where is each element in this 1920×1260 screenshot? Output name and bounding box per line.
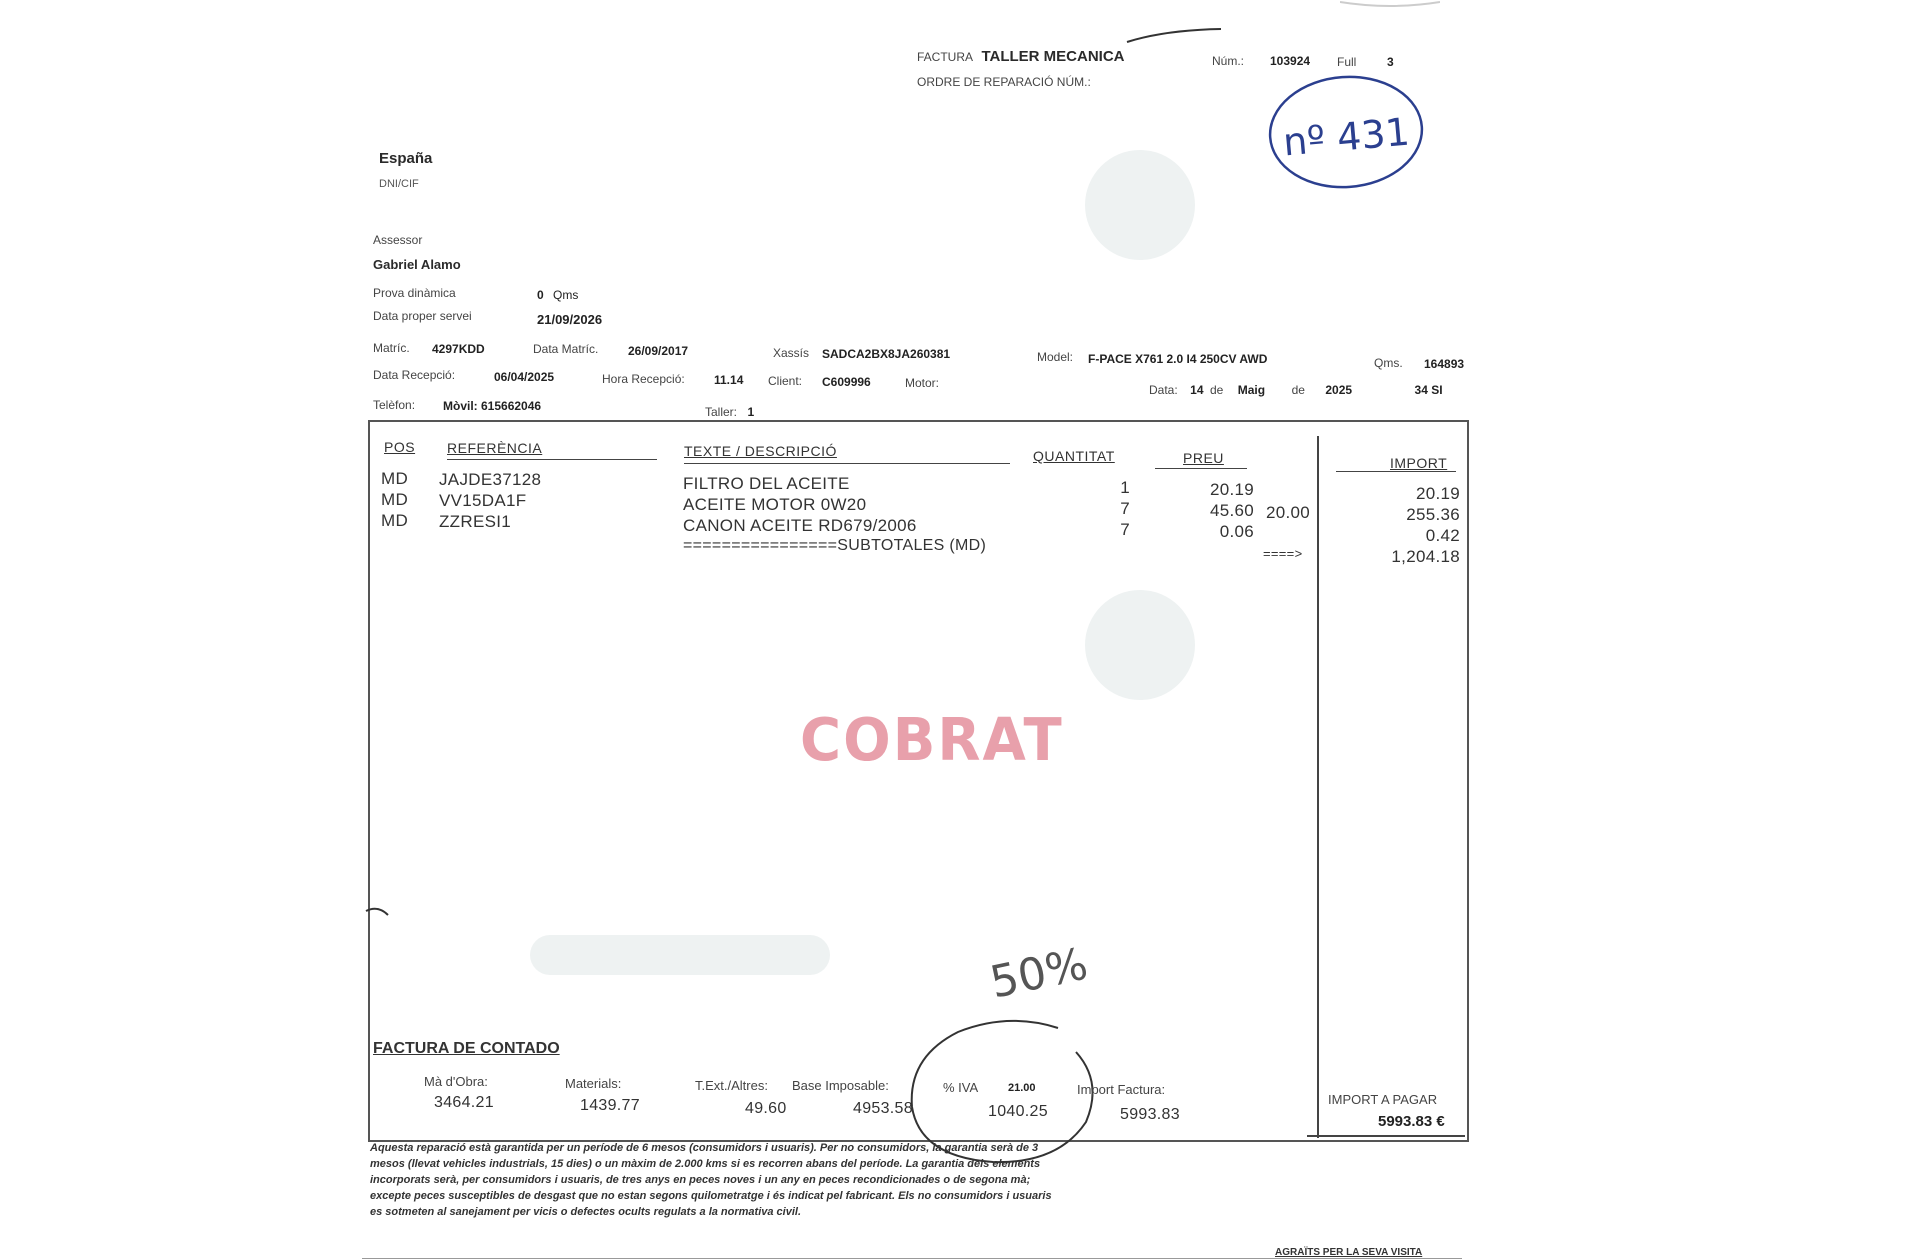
col-desc-header: TEXTE / DESCRIPCIÓ xyxy=(684,443,837,459)
warranty-text xyxy=(370,1140,1052,1220)
warranty-line: excepte peces susceptibles de desgast que no estan segons quilometratge i és indicat pel fabricant. Els no consumidors i usuaris xyxy=(370,1190,1052,1202)
row-price: 45.60 xyxy=(1209,501,1254,520)
cobrat-stamp: COBRAT xyxy=(800,706,1064,775)
telefon-value: Mòvil: 615662046 xyxy=(443,399,542,413)
page-corner-arc xyxy=(1340,0,1440,12)
base-label: Base Imposable: xyxy=(792,1078,889,1093)
iva-value: 1040.25 xyxy=(988,1103,1048,1120)
data-extra: 34 SI xyxy=(1414,383,1443,397)
client-value: C609996 xyxy=(822,375,871,389)
ma-obra-value: 3464.21 xyxy=(434,1094,494,1111)
row-ref: ZZRESI1 xyxy=(439,512,512,531)
row-ref: VV15DA1F xyxy=(439,491,527,510)
full-label: Full xyxy=(1337,55,1357,69)
handwritten-percent: 50% xyxy=(985,938,1093,1009)
iva-label: % IVA xyxy=(943,1080,979,1095)
data-de: de xyxy=(1209,383,1224,397)
matric-label: Matríc. xyxy=(373,341,410,355)
bottom-edge-line xyxy=(362,1258,1462,1259)
xassis-value: SADCA2BX8JA260381 xyxy=(822,347,951,361)
col-ref-header: REFERÈNCIA xyxy=(447,440,543,456)
materials-label: Materials: xyxy=(565,1076,622,1091)
model-value: F-PACE X761 2.0 I4 250CV AWD xyxy=(1088,352,1268,366)
client-country: España xyxy=(379,150,433,167)
ghost-mark xyxy=(1085,150,1195,260)
assessor-label: Assessor xyxy=(373,233,423,247)
row-pos: MD xyxy=(381,469,409,488)
data-month: Maig xyxy=(1237,383,1266,397)
hora-label: Hora Recepció: xyxy=(602,372,685,386)
data-de-2: de xyxy=(1291,383,1305,397)
row-desc: CANON ACEITE RD679/2006 xyxy=(683,516,917,535)
model-label: Model: xyxy=(1037,350,1074,364)
prova-value xyxy=(537,288,578,302)
qms-value: 164893 xyxy=(1424,357,1465,371)
proper-servei-label: Data proper servei xyxy=(373,309,472,323)
subtotal-value: 1,204.18 xyxy=(1391,547,1460,566)
row-desc: ACEITE MOTOR 0W20 xyxy=(683,495,867,514)
row-pos: MD xyxy=(381,490,409,509)
handwritten-order-number: nº 431 xyxy=(1281,109,1412,165)
taller-title: TALLER MECANICA xyxy=(981,48,1125,65)
import-column-divider xyxy=(1317,436,1319,1138)
footer-divider xyxy=(1307,1135,1465,1137)
ordre-label: ORDRE DE REPARACIÓ NÚM.: xyxy=(917,75,1091,89)
prova-number: 0 xyxy=(537,288,544,302)
client-label: Client: xyxy=(768,374,803,388)
data-label: Data: xyxy=(1149,383,1178,397)
data-matric-value: 26/09/2017 xyxy=(628,344,689,358)
base-value: 4953.58 xyxy=(853,1100,913,1117)
recepcio-label: Data Recepció: xyxy=(373,368,456,382)
dni-label: DNI/CIF xyxy=(379,178,419,190)
row-import: 255.36 xyxy=(1406,505,1460,524)
col-qty-header: QUANTITAT xyxy=(1033,448,1115,464)
telefon-label: Telèfon: xyxy=(373,398,416,412)
subtotal-label: ================SUBTOTALES (MD) xyxy=(683,537,987,554)
invoice-number: 103924 xyxy=(1270,54,1311,68)
taller-label: Taller: xyxy=(705,405,738,419)
iva-percent: 21.00 xyxy=(1008,1082,1036,1094)
import-a-pagar-value: 5993.83 € xyxy=(1378,1113,1445,1130)
ref-header-underline xyxy=(447,459,657,460)
assessor-name: Gabriel Alamo xyxy=(373,257,461,272)
data-year: 2025 xyxy=(1325,383,1353,397)
text-value: 49.60 xyxy=(745,1100,787,1117)
warranty-line: mesos (llevat vehicles industrials, 15 dies) o un màxim de 2.000 kms si es recorren abans del període. La garantia dels elements xyxy=(370,1158,1041,1170)
import-factura-value: 5993.83 xyxy=(1120,1106,1180,1123)
motor-label: Motor: xyxy=(905,376,940,390)
col-price-header: PREU xyxy=(1183,450,1224,466)
row-ref: JAJDE37128 xyxy=(439,470,542,489)
hora-value: 11.14 xyxy=(714,373,744,387)
row-qty: 7 xyxy=(1120,499,1130,518)
col-import-header: IMPORT xyxy=(1390,455,1448,471)
recepcio-value: 06/04/2025 xyxy=(494,370,555,384)
materials-value: 1439.77 xyxy=(580,1097,640,1114)
row-qty: 7 xyxy=(1120,520,1130,539)
import-a-pagar-label: IMPORT A PAGAR xyxy=(1328,1092,1438,1107)
prova-label: Prova dinàmica xyxy=(373,286,456,300)
row-pos: MD xyxy=(381,511,409,530)
row-price: 0.06 xyxy=(1219,522,1254,541)
row-desc: FILTRO DEL ACEITE xyxy=(683,474,850,493)
import-factura-label: Import Factura: xyxy=(1077,1082,1166,1097)
data-matric-label: Data Matríc. xyxy=(533,342,599,356)
proper-servei-value: 21/09/2026 xyxy=(537,312,603,327)
factura-label: FACTURA xyxy=(917,50,974,64)
thanks-text: AGRAÏTS PER LA SEVA VISITA xyxy=(1275,1247,1423,1258)
subtotal-arrow: ====> xyxy=(1263,546,1303,561)
row-price: 20.19 xyxy=(1209,480,1254,499)
invoice-header xyxy=(917,48,1125,66)
warranty-line: Aquesta reparació està garantida per un període de 6 mesos (consumidors i usuaris). Per no consumidors, la garantia serà de 3 xyxy=(370,1142,1039,1154)
text-label: T.Ext./Altres: xyxy=(695,1078,768,1093)
prova-unit: Qms xyxy=(553,288,579,302)
warranty-line: es sotmeten al sanejament per vicis o defectes ocults regulats a la normativa civil. xyxy=(370,1206,802,1218)
row-qty: 1 xyxy=(1120,478,1130,497)
matric-value: 4297KDD xyxy=(432,342,485,356)
row-import: 20.19 xyxy=(1415,484,1460,503)
ma-obra-label: Mà d'Obra: xyxy=(424,1074,488,1089)
import-header-underline xyxy=(1336,471,1456,472)
num-label: Núm.: xyxy=(1212,54,1245,68)
taller-number xyxy=(705,403,754,421)
invoice-date xyxy=(1149,381,1443,399)
col-pos-header: POS xyxy=(384,439,416,455)
row-import: 0.42 xyxy=(1425,526,1460,545)
qms-label: Qms. xyxy=(1374,356,1403,370)
warranty-line: incorporats serà, per consumidors i usuaris, de tres anys en peces noves i un any en peces recondicionades o de segona mà; xyxy=(370,1174,1031,1186)
row-discount: 20.00 xyxy=(1266,503,1311,522)
footer-title: FACTURA DE CONTADO xyxy=(373,1040,560,1057)
xassis-label: Xassís xyxy=(773,346,810,360)
full-value: 3 xyxy=(1387,55,1394,69)
data-day: 14 xyxy=(1190,383,1204,397)
pen-stroke xyxy=(1125,26,1225,46)
price-header-underline xyxy=(1155,468,1247,469)
taller-value: 1 xyxy=(747,405,755,419)
margin-mark xyxy=(364,905,390,921)
desc-header-underline xyxy=(684,463,1010,464)
